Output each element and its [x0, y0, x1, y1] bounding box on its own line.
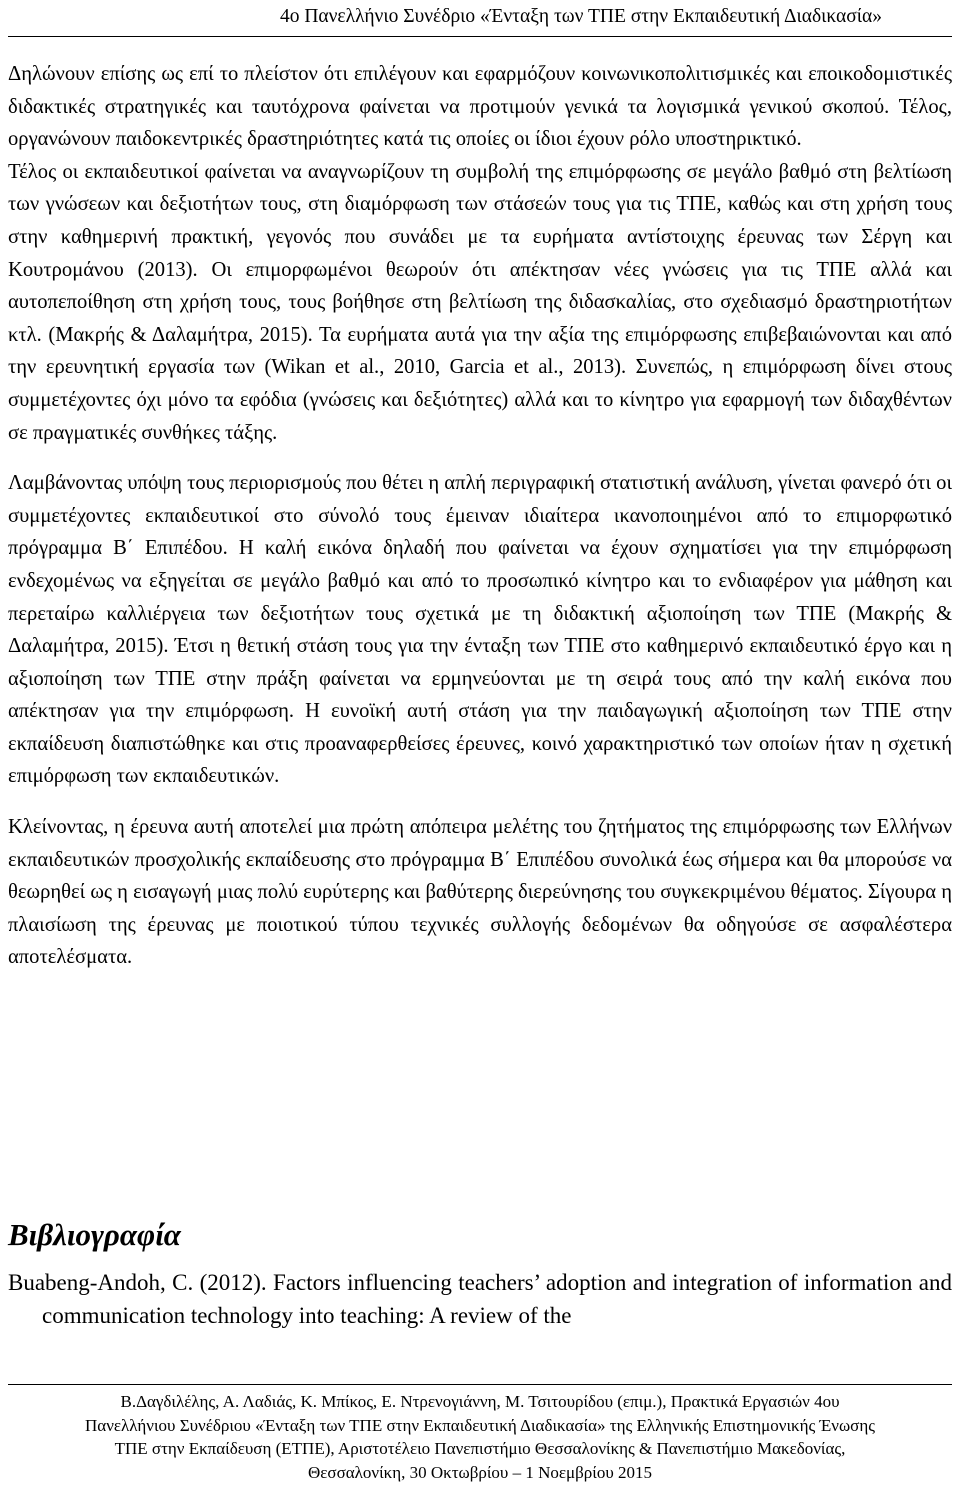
footer-line: Πανελλήνιου Συνέδριου «Ένταξη των ΤΠΕ στην Εκπαιδευτική Διαδικασία» της Ελληνικής Επιστημονικής Ένωσης	[85, 1415, 875, 1435]
paragraph-1: Δηλώνουν επίσης ως επί το πλείστον ότι επιλέγουν και εφαρμόζουν κοινωνικοπολιτισμικές και εποικοδομιστικές διδακτικές στρατηγικές και ταυτόχρονα φαίνεται να προτιμούν γενικά τα λογισμικά γενικού σκοπού. Τέλος, οργανώνουν παιδοκεντρικές δραστηριότητες κατά τις οποίες οι ίδιοι έχουν ρόλο υποστηρικτικό.	[8, 63, 952, 151]
paragraph-spacer	[8, 449, 952, 467]
reference-entry: Buabeng-Andoh, C. (2012). Factors influencing teachers’ adoption and integration of information and communication technology into teaching: A review of the	[8, 1270, 952, 1328]
paragraph-4: Κλείνοντας, η έρευνα αυτή αποτελεί μια πρώτη απόπειρα μελέτης του ζητήματος της επιμόρφωσης των Ελλήνων εκπαιδευτικών προσχολικής εκπαίδευσης στο πρόγραμμα Β΄ Επιπέδου συνολικά έως σήμερα και θα μπορούσε να θεωρηθεί ως η εισαγωγή μιας πολύ ευρύτερης και βαθύτερης διερεύνησης του συγκεκριμένου θέματος. Σίγουρα η πλαισίωση της έρευνας με ποιοτικού τύπου τεχνικές συλλογής δεδομένων θα οδηγούσε σε ασφαλέστερα αποτελέσματα.	[8, 816, 952, 969]
running-header	[0, 4, 960, 30]
paragraph-3: Λαμβάνοντας υπόψη τους περιορισμούς που θέτει η απλή περιγραφική στατιστική ανάλυση, γίνεται φανερό ότι οι συμμετέχοντες εκπαιδευτικοί στο σύνολό τους έμειναν ιδιαίτερα ικανοποιημένοι από το επιμορφωτικό πρόγραμμα Β΄ Επιπέδου. Η καλή εικόνα δηλαδή που φαίνεται να έχουν σχηματίσει για την επιμόρφωση ενδεχομένως να εξηγείται σε μεγάλο βαθμό και από το προσωπικό κίνητρο και το ενδιαφέρον για μάθηση και περεταίρω καλλιέργεια των δεξιοτήτων τους σχετικά με τη διδακτική αξιοποίηση των ΤΠΕ (Μακρής & Δαλαμήτρα, 2015). Έτσι η θετική στάση τους για την ένταξη των ΤΠΕ στο καθημερινό εκπαιδευτικό έργο και η αξιοποίηση των ΤΠΕ στην πράξη φαίνεται να ερμηνεύονται με τη σειρά τους από την καλή εικόνα που απέκτησαν για την επιμόρφωση. Η ευνοϊκή αυτή στάση για την παιδαγωγική αξιοποίηση των ΤΠΕ στην εκπαίδευση διαπιστώθηκε και στις προαναφερθείσες έρευνες, κοινό χαρακτηριστικό των οποίων ήταν η σχετική επιμόρφωση των εκπαιδευτικών.	[8, 472, 952, 788]
running-title: 4ο Πανελλήνιο Συνέδριο «Ένταξη των ΤΠΕ στην Εκπαιδευτική Διαδικασία»	[279, 6, 882, 27]
footer-line: Β.Δαγδιλέλης, Α. Λαδιάς, Κ. Μπίκος, Ε. Ντρενογιάννη, Μ. Τσιτουρίδου (επιμ.), Πρακτικά Εργασιών 4ου	[120, 1392, 840, 1411]
footer-divider	[8, 1384, 952, 1385]
bibliography-heading: Βιβλιογραφία	[8, 1217, 181, 1252]
footer-line: Θεσσαλονίκη, 30 Οκτωβρίου – 1 Νοεμβρίου 2015	[307, 1462, 652, 1482]
body-text	[8, 58, 952, 974]
header-divider	[8, 36, 952, 37]
paragraph-spacer	[8, 793, 952, 811]
footer-citation	[8, 1390, 952, 1484]
paragraph-2: Τέλος οι εκπαιδευτικοί φαίνεται να αναγνωρίζουν τη συμβολή της επιμόρφωσης σε μεγάλο βαθμό στη βελτίωση των γνώσεων και δεξιοτήτων τους, στη διαμόρφωση των στάσεών τους για τις ΤΠΕ, καθώς και στη χρήση τους στην καθημερινή πρακτική, γεγονός που συνάδει με τα ευρήματα αντίστοιχης έρευνας των Σέργη και Κουτρομάνου (2013). Οι επιμορφωμένοι θεωρούν ότι απέκτησαν νέες γνώσεις για τις ΤΠΕ αλλά και αυτοπεποίθηση στη χρήση τους, τους βοήθησε στη βελτίωση της διδασκαλίας, στο σχεδιασμό δραστηριοτήτων κτλ. (Μακρής & Δαλαμήτρα, 2015). Τα ευρήματα αυτά για την αξία της επιμόρφωσης επιβεβαιώνονται και από την ερευνητική εργασία των (Wikan et al., 2010, Garcia et al., 2013). Συνεπώς, η επιμόρφωση δίνει στους συμμετέχοντες όχι μόνο τα εφόδια (γνώσεις και δεξιότητες) αλλά και το κίνητρο για εφαρμογή των διδαχθέντων σε πραγματικές συνθήκες τάξης.	[8, 160, 952, 444]
footer-line: ΤΠΕ στην Εκπαίδευση (ΕΤΠΕ), Αριστοτέλειο Πανεπιστήμιο Θεσσαλονίκης & Πανεπιστήμιο Μακεδονίας,	[114, 1439, 846, 1458]
